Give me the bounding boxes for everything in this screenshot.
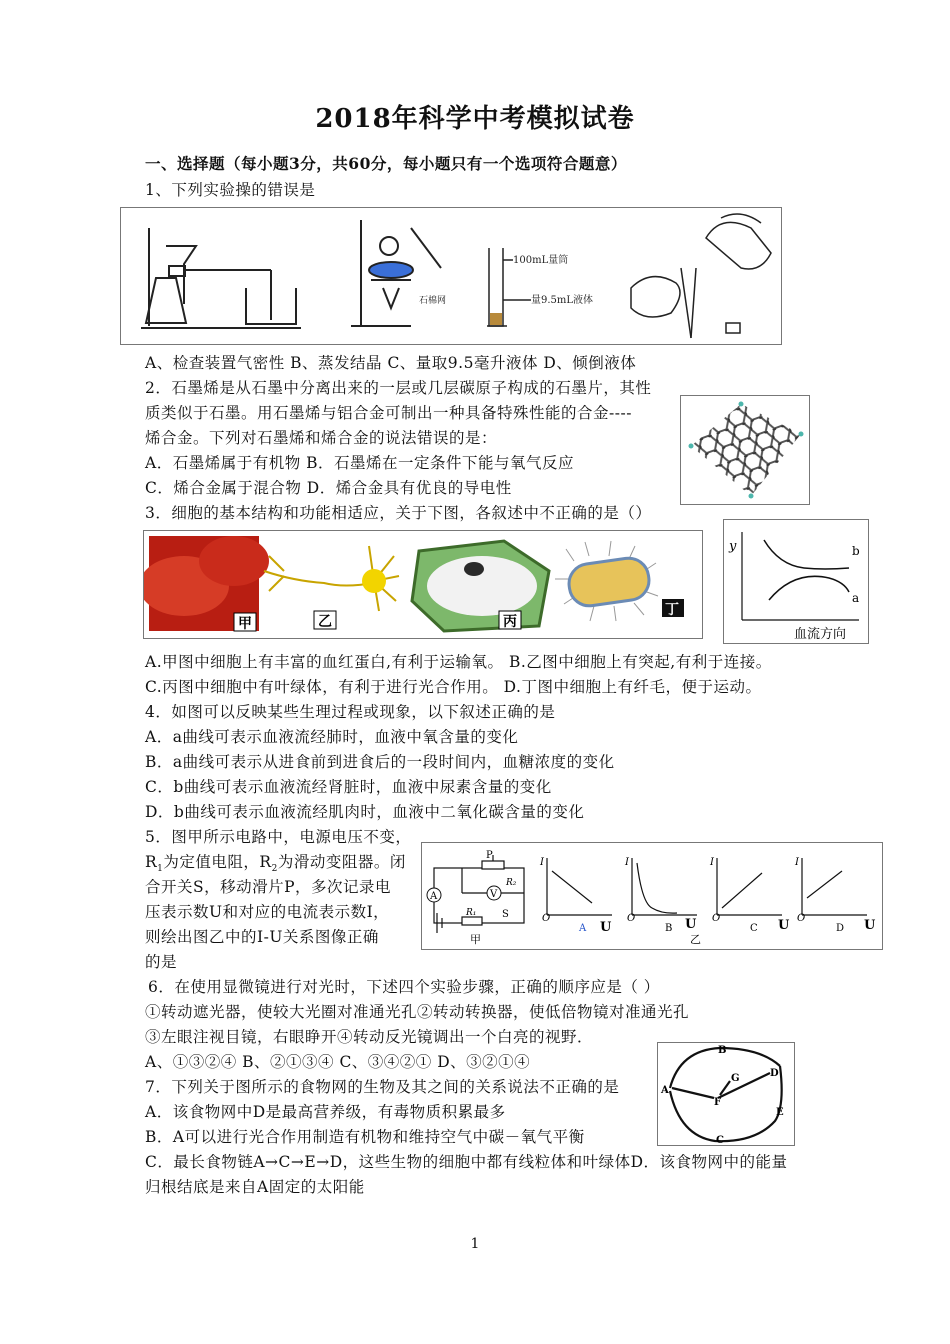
- q5-r2: 为定值电阻，R: [163, 853, 272, 871]
- graph-c-o: O: [712, 913, 721, 924]
- q2-options-1: A．石墨烯属于有机物 B．石墨烯在一定条件下能与氧气反应: [145, 454, 575, 472]
- node-b: B: [718, 1045, 727, 1056]
- q5-line-4: 压表示数U和对应的电流表示数I，: [145, 903, 390, 921]
- q2-line-1: 2．石墨烯是从石墨中分离出来的一层或几层碳原子构成的石墨片，其性: [145, 379, 652, 397]
- curve-a: [769, 576, 849, 600]
- lab-apparatus-illustration: [121, 208, 781, 344]
- q7-option-a: A．该食物网中D是最高营养级，有毒物质积累最多: [145, 1103, 506, 1121]
- graphene-lattice-illustration: [681, 396, 809, 504]
- cylinder-label: 100mL量筒: [513, 255, 569, 266]
- graph-x-label: 血流方向: [794, 627, 847, 642]
- q7-stem: 7．下列关于图所示的食物网的生物及其之间的关系说法不正确的是: [145, 1078, 620, 1096]
- q2-line-2: 质类似于石墨。用石墨烯与铝合金可制出一种具备特殊性能的合金----: [145, 404, 632, 422]
- q5-line-2-rest: 为滑动变阻器。闭: [277, 853, 406, 871]
- q2-line-3: 烯合金。下列对石墨烯和烯合金的说法错误的是：: [145, 429, 498, 447]
- circuit-caption: 甲: [470, 933, 481, 946]
- graph-a-letter: A: [579, 923, 587, 934]
- q1-figure: [120, 207, 782, 345]
- q4-option-b: B．a曲线可表示从进食前到进食后的一段时间内，血糖浓度的变化: [145, 753, 615, 771]
- graphene-figure: [680, 395, 810, 505]
- q2-options-2: C．烯合金属于混合物 D．烯合金具有优良的导电性: [145, 479, 512, 497]
- ammeter-label: A: [430, 891, 438, 902]
- q6-line-2: ③左眼注视目镜，右眼睁开④转动反光镜调出一个白亮的视野．: [145, 1028, 594, 1046]
- slider-label: P: [486, 850, 493, 861]
- graph-c-i: I: [710, 857, 714, 868]
- cells-figure: [143, 530, 703, 639]
- q4-option-a: A．a曲线可表示血液流经肺时，血液中氧含量的变化: [145, 728, 519, 746]
- q5-r2-sub: 2: [271, 864, 278, 875]
- cell-label-yi: 乙: [318, 614, 332, 630]
- circuit-figure: [421, 842, 883, 950]
- node-g: G: [731, 1073, 740, 1084]
- graph-d-letter: D: [836, 923, 845, 934]
- switch-label: S: [502, 909, 509, 920]
- q6-line-1: ①转动遮光器，使较大光圈对准通光孔②转动转换器，使低倍物镜对准通光孔: [145, 1003, 690, 1021]
- graph-b-u: U: [685, 917, 697, 932]
- graph-d-i: I: [795, 857, 799, 868]
- node-c: C: [716, 1135, 724, 1145]
- circuit-and-graphs: [422, 843, 882, 949]
- q5-r1-sub: 1: [157, 864, 164, 875]
- curve-graph: [724, 520, 868, 643]
- curve-a-label: a: [852, 591, 860, 605]
- graphs-caption: 乙: [690, 933, 701, 946]
- q7-option-c-continued: 归根结底是来自A固定的太阳能: [145, 1178, 365, 1196]
- food-web-diagram: [658, 1043, 794, 1145]
- page-title: 2018年科学中考模拟试卷: [315, 104, 635, 134]
- asbestos-net-label: 石棉网: [419, 296, 447, 306]
- graph-b-letter: B: [665, 923, 673, 934]
- curve-b: [764, 540, 849, 569]
- blood-flow-graph: [723, 519, 869, 644]
- q5-r1: R: [145, 853, 158, 871]
- cell-illustrations: [144, 531, 702, 638]
- q5-line-5: 则绘出图乙中的I-U关系图像正确: [145, 928, 379, 946]
- graph-d-o: O: [797, 913, 806, 924]
- cell-label-ding: 丁: [665, 602, 679, 618]
- graph-a-i: I: [540, 857, 544, 868]
- node-d: D: [770, 1068, 779, 1079]
- graph-c-u: U: [778, 918, 790, 933]
- q5-line-2: [145, 852, 406, 879]
- q5-line-6: 的是: [145, 953, 178, 971]
- section-heading: 一、选择题（每小题3分，共60分，每小题只有一个选项符合题意）: [145, 154, 627, 173]
- q5-line-1: 5．图甲所示电路中，电源电压不变，: [145, 828, 412, 846]
- node-f: F: [714, 1097, 722, 1108]
- q6-options: A、①③②④ B、②①③④ C、③④②① D、③②①④: [145, 1053, 531, 1071]
- q1-stem: 1、下列实验操的错误是: [145, 181, 316, 199]
- q4-option-d: D．b曲线可表示血液流经肌肉时，血液中二氧化碳含量的变化: [145, 803, 585, 821]
- graph-b-o: O: [627, 913, 636, 924]
- q7-option-c: C．最长食物链A→C→E→D，这些生物的细胞中都有线粒体和叶绿体D．该食物网中的能量: [145, 1153, 788, 1171]
- graph-c-letter: C: [750, 923, 758, 934]
- q6-stem: 6．在使用显微镜进行对光时，下述四个实验步骤，正确的顺序应是（ ）: [148, 978, 660, 996]
- q7-option-b: B．A可以进行光合作用制造有机物和维持空气中碳－氧气平衡: [145, 1128, 585, 1146]
- q3-options-2: C.丙图中细胞中有叶绿体，有利于进行光合作用。 D.丁图中细胞上有纤毛，便于运动。: [145, 678, 762, 696]
- q4-stem: 4．如图可以反映某些生理过程或现象，以下叙述正确的是: [145, 703, 556, 721]
- node-e: E: [776, 1107, 784, 1118]
- food-web-figure: [657, 1042, 795, 1146]
- liquid-label: 量9.5mL液体: [531, 295, 594, 306]
- cell-label-bing: 丙: [503, 614, 517, 630]
- node-a: A: [661, 1085, 669, 1096]
- cell-label-jia: 甲: [238, 616, 252, 632]
- graph-a-u: U: [600, 920, 612, 935]
- curve-b-label: b: [852, 544, 860, 558]
- q4-option-c: C．b曲线可表示血液流经肾脏时，血液中尿素含量的变化: [145, 778, 552, 796]
- q1-options: A、检查装置气密性 B、蒸发结晶 C、量取9.5毫升液体 D、倾倒液体: [145, 354, 637, 372]
- graph-y-label: y: [729, 539, 737, 554]
- graph-d-u: U: [864, 918, 876, 933]
- graph-b-i: I: [625, 857, 629, 868]
- r2-label: R₂: [506, 878, 517, 888]
- graph-a-o: O: [542, 913, 551, 924]
- r1-label: R₁: [466, 908, 477, 918]
- page-number: 1: [470, 1236, 480, 1252]
- q3-stem: 3．细胞的基本结构和功能相适应，关于下图，各叙述中不正确的是（）: [145, 504, 652, 522]
- q5-line-3: 合开关S，移动滑片P，多次记录电: [145, 878, 392, 896]
- voltmeter-label: V: [490, 889, 498, 900]
- q3-options-1: A.甲图中细胞上有丰富的血红蛋白,有利于运输氧。 B.乙图中细胞上有突起,有利于连接。: [145, 653, 772, 671]
